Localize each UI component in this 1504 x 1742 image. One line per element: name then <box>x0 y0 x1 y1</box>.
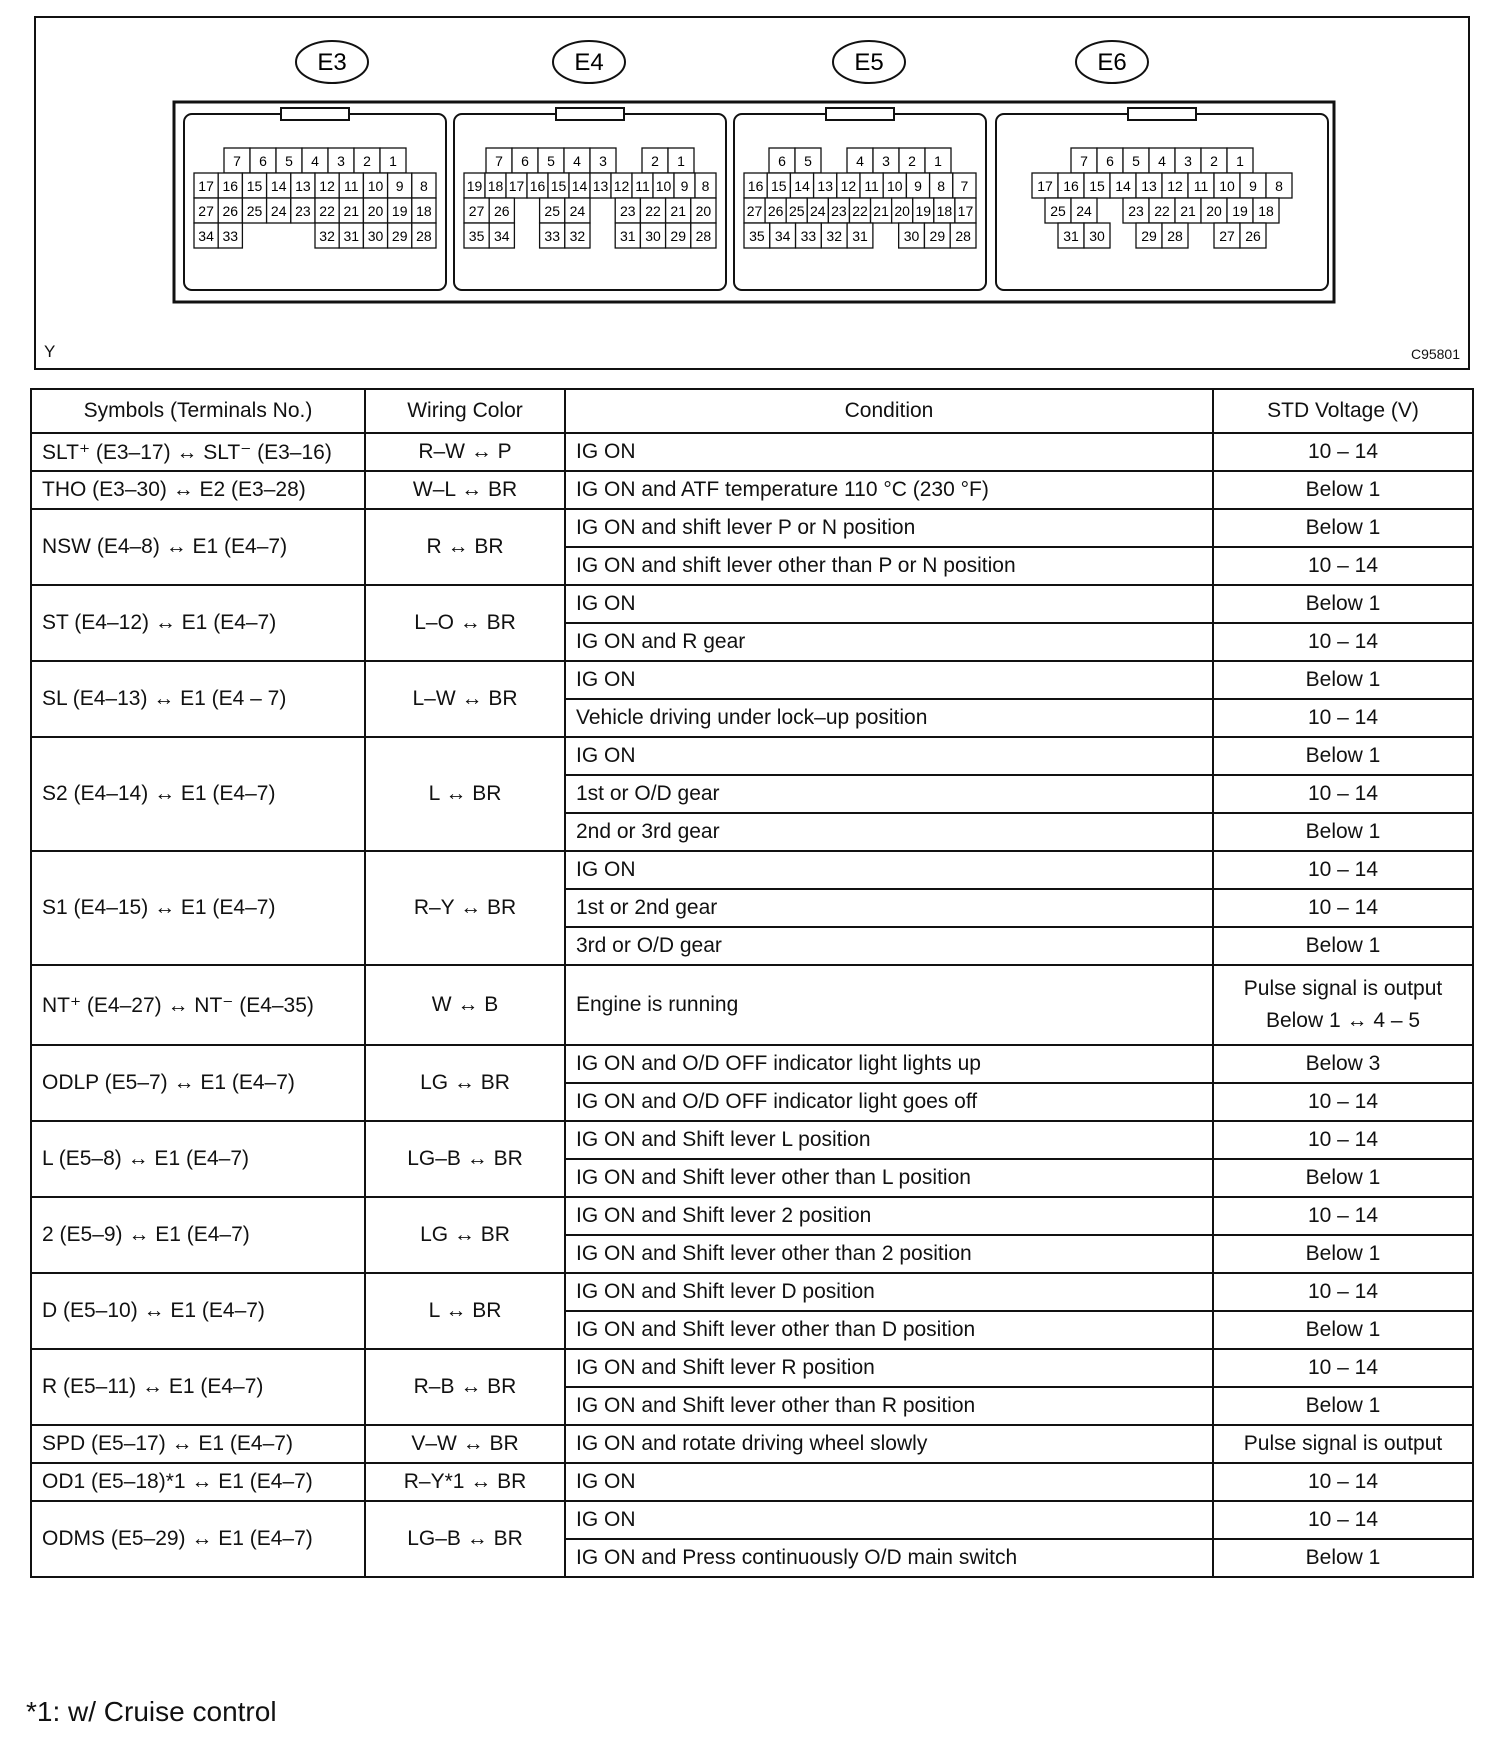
table-row <box>31 1197 1473 1235</box>
std-voltage-cell: Below 1 <box>1213 509 1473 547</box>
pin-number: 3 <box>599 153 607 169</box>
pin-number: 17 <box>508 178 525 194</box>
pin-number: 15 <box>550 178 567 194</box>
wiring-color: L–O ↔ BR <box>365 585 565 661</box>
pin-number: 27 <box>1219 228 1235 244</box>
condition-cell: IG ON <box>565 585 1213 623</box>
table-row <box>31 965 1473 1045</box>
std-voltage-cell: Pulse signal is output <box>1213 1425 1473 1463</box>
pin-number: 32 <box>319 228 335 244</box>
pin-number: 8 <box>701 178 710 194</box>
pin-number: 32 <box>826 228 843 244</box>
std-voltage-cell: 10 – 14 <box>1213 1197 1473 1235</box>
footnote: *1: w/ Cruise control <box>26 1696 277 1727</box>
pin-number: 14 <box>270 178 287 194</box>
pin-number: 14 <box>1115 178 1131 194</box>
table-header-row <box>31 389 1473 433</box>
table-row <box>31 509 1473 547</box>
pin-number: 24 <box>270 203 287 219</box>
pin-number: 4 <box>311 153 319 169</box>
pin-number: 28 <box>416 228 432 244</box>
condition-cell: IG ON <box>565 737 1213 775</box>
pin-number: 31 <box>620 228 636 244</box>
std-voltage-cell: Below 3 <box>1213 1045 1473 1083</box>
connector-latch <box>281 108 349 120</box>
terminal-symbol: 2 (E5–9) ↔ E1 (E4–7) <box>31 1197 365 1273</box>
pin-number: 27 <box>468 203 485 219</box>
std-voltage-cell: 10 – 14 <box>1213 775 1473 813</box>
pin-number: 3 <box>337 153 345 169</box>
condition-cell: IG ON and Shift lever R position <box>565 1349 1213 1387</box>
pin-number: 33 <box>222 228 239 244</box>
pin-number: 34 <box>774 228 791 244</box>
pin-number: 10 <box>655 178 672 194</box>
pin-number: 14 <box>571 178 588 194</box>
pin-number: 4 <box>856 153 864 169</box>
pin-number: 19 <box>915 203 932 219</box>
pin-number: 34 <box>198 228 214 244</box>
std-voltage-cell: Below 1 <box>1213 471 1473 509</box>
std-voltage-cell: 10 – 14 <box>1213 1121 1473 1159</box>
terminal-symbol: THO (E3–30) ↔ E2 (E3–28) <box>31 471 365 509</box>
pin-number: 31 <box>1063 228 1079 244</box>
wiring-color: R–Y*1 ↔ BR <box>365 1463 565 1501</box>
pin-number: 6 <box>1106 153 1114 169</box>
std-voltage-cell: 10 – 14 <box>1213 623 1473 661</box>
std-voltage-cell: Below 1 <box>1213 1539 1473 1577</box>
pin-number: 23 <box>295 203 311 219</box>
pin-number: 5 <box>547 153 555 169</box>
pin-number: 2 <box>363 153 371 169</box>
wiring-color: R–Y ↔ BR <box>365 851 565 965</box>
condition-cell: IG ON and shift lever other than P or N position <box>565 547 1213 585</box>
header-wiring-color: Wiring Color <box>365 389 565 433</box>
pin-number: 32 <box>569 228 586 244</box>
pin-number: 9 <box>914 178 922 194</box>
condition-cell: IG ON <box>565 661 1213 699</box>
connector-latch <box>826 108 894 120</box>
pin-number: 1 <box>1236 153 1244 169</box>
connector-label: E5 <box>854 49 884 76</box>
condition-cell: IG ON and rotate driving wheel slowly <box>565 1425 1213 1463</box>
pin-number: 25 <box>1050 203 1066 219</box>
pin-number: 26 <box>1245 228 1261 244</box>
pin-number: 19 <box>391 203 408 219</box>
pin-number: 31 <box>343 228 360 244</box>
pin-number: 5 <box>1132 153 1140 169</box>
pin-number: 30 <box>1089 228 1105 244</box>
std-voltage-cell: 10 – 14 <box>1213 699 1473 737</box>
pin-number: 34 <box>494 228 510 244</box>
pin-number: 28 <box>955 228 971 244</box>
pin-number: 2 <box>651 153 659 169</box>
terminal-symbol: ST (E4–12) ↔ E1 (E4–7) <box>31 585 365 661</box>
wiring-color: L–W ↔ BR <box>365 661 565 737</box>
pin-number: 26 <box>494 203 510 219</box>
wiring-color: W ↔ B <box>365 965 565 1045</box>
pin-number: 3 <box>1184 153 1192 169</box>
pin-number: 13 <box>817 178 833 194</box>
figure-id: C95801 <box>1410 346 1460 362</box>
pin-number: 8 <box>1275 178 1283 194</box>
std-voltage-cell <box>1213 965 1473 1045</box>
pin-number: 21 <box>873 203 889 219</box>
pin-number: 7 <box>960 178 969 194</box>
std-voltage-cell: 10 – 14 <box>1213 889 1473 927</box>
pin-number: 11 <box>1193 178 1209 194</box>
pin-number: 18 <box>936 203 953 219</box>
pin-number: 11 <box>864 178 879 194</box>
terminal-symbol: SL (E4–13) ↔ E1 (E4 – 7) <box>31 661 365 737</box>
condition-cell: IG ON and Shift lever other than D position <box>565 1311 1213 1349</box>
wiring-color: LG–B ↔ BR <box>365 1501 565 1577</box>
pin-number: 11 <box>635 178 650 194</box>
std-voltage-line: Below 1 ↔ 4 – 5 <box>1265 1009 1421 1032</box>
table-row <box>31 1273 1473 1311</box>
pin-number: 6 <box>521 153 529 169</box>
pin-number: 17 <box>1037 178 1053 194</box>
pin-number: 19 <box>1232 203 1248 219</box>
pin-number: 22 <box>645 203 661 219</box>
pin-number: 17 <box>198 178 214 194</box>
table-row <box>31 661 1473 699</box>
pin-number: 24 <box>810 203 826 219</box>
pin-number: 10 <box>1219 178 1235 194</box>
pin-number: 29 <box>391 228 408 244</box>
pin-number: 8 <box>420 178 428 194</box>
pin-number: 12 <box>319 178 335 194</box>
pin-number: 26 <box>767 203 784 219</box>
pin-number: 22 <box>319 203 335 219</box>
std-voltage-cell: Below 1 <box>1213 1387 1473 1425</box>
connector-label: E3 <box>317 49 347 76</box>
pin-number: 20 <box>695 203 712 219</box>
condition-cell: IG ON <box>565 433 1213 471</box>
connector-label: E4 <box>574 49 604 76</box>
pin-number: 6 <box>259 153 267 169</box>
condition-cell: 3rd or O/D gear <box>565 927 1213 965</box>
pin-number: 9 <box>1249 178 1257 194</box>
pin-number: 2 <box>908 153 916 169</box>
pin-number: 23 <box>1128 203 1144 219</box>
table-row <box>31 1425 1473 1463</box>
terminal-symbol: SPD (E5–17) ↔ E1 (E4–7) <box>31 1425 365 1463</box>
pin-number: 30 <box>645 228 661 244</box>
table-row <box>31 1501 1473 1539</box>
pin-number: 7 <box>1080 153 1088 169</box>
pin-number: 30 <box>903 228 920 244</box>
std-voltage-cell: 10 – 14 <box>1213 547 1473 585</box>
table-row <box>31 1045 1473 1083</box>
pin-number: 14 <box>794 178 810 194</box>
condition-cell: Vehicle driving under lock–up position <box>565 699 1213 737</box>
condition-cell: IG ON and R gear <box>565 623 1213 661</box>
table-row <box>31 471 1473 509</box>
pin-number: 19 <box>466 178 483 194</box>
condition-cell: IG ON and O/D OFF indicator light goes off <box>565 1083 1213 1121</box>
pin-number: 4 <box>573 153 581 169</box>
pin-number: 35 <box>749 228 765 244</box>
terminal-symbol: ODMS (E5–29) ↔ E1 (E4–7) <box>31 1501 365 1577</box>
connector-diagram <box>34 16 1470 370</box>
pin-number: 8 <box>937 178 946 194</box>
pin-number: 4 <box>1158 153 1166 169</box>
pin-number: 23 <box>620 203 636 219</box>
wiring-color: L ↔ BR <box>365 737 565 851</box>
pin-number: 24 <box>1076 203 1092 219</box>
pin-number: 21 <box>670 203 686 219</box>
condition-cell: IG ON and shift lever P or N position <box>565 509 1213 547</box>
pin-number: 13 <box>1141 178 1157 194</box>
pin-number: 23 <box>831 203 847 219</box>
std-voltage-cell: 10 – 14 <box>1213 1273 1473 1311</box>
condition-cell: IG ON and Shift lever other than L position <box>565 1159 1213 1197</box>
pin-number: 6 <box>778 153 786 169</box>
pin-number: 25 <box>246 203 263 219</box>
pin-number: 26 <box>222 203 239 219</box>
table-row <box>31 851 1473 889</box>
pin-number: 24 <box>569 203 586 219</box>
condition-cell: IG ON and ATF temperature 110 °C (230 °F) <box>565 471 1213 509</box>
header-symbols: Symbols (Terminals No.) <box>31 389 365 433</box>
pin-number: 5 <box>804 153 812 169</box>
table-body <box>31 433 1473 1577</box>
pin-number: 2 <box>1210 153 1218 169</box>
connector-latch <box>1128 108 1196 120</box>
pin-number: 30 <box>367 228 384 244</box>
pin-number: 18 <box>487 178 504 194</box>
pin-number: 3 <box>882 153 890 169</box>
pin-number: 11 <box>344 178 359 194</box>
pin-number: 27 <box>746 203 763 219</box>
std-voltage-cell: 10 – 14 <box>1213 1083 1473 1121</box>
table-row <box>31 585 1473 623</box>
pin-number: 7 <box>233 153 241 169</box>
table-row <box>31 433 1473 471</box>
pin-number: 15 <box>1089 178 1105 194</box>
pin-number: 17 <box>957 203 974 219</box>
pin-number: 7 <box>495 153 503 169</box>
pin-number: 10 <box>887 178 903 194</box>
std-voltage-cell: Below 1 <box>1213 661 1473 699</box>
condition-cell: 1st or O/D gear <box>565 775 1213 813</box>
pin-number: 16 <box>529 178 546 194</box>
std-voltage-cell: Below 1 <box>1213 585 1473 623</box>
table-row <box>31 1463 1473 1501</box>
pin-number: 16 <box>1063 178 1079 194</box>
terminal-symbol: OD1 (E5–18)*1 ↔ E1 (E4–7) <box>31 1463 365 1501</box>
terminal-symbol: NSW (E4–8) ↔ E1 (E4–7) <box>31 509 365 585</box>
pin-number: 20 <box>894 203 910 219</box>
wiring-color: L ↔ BR <box>365 1273 565 1349</box>
std-voltage-cell: 10 – 14 <box>1213 1349 1473 1387</box>
pin-number: 29 <box>670 228 686 244</box>
header-std-voltage: STD Voltage (V) <box>1213 389 1473 433</box>
condition-cell: IG ON <box>565 1463 1213 1501</box>
pin-number: 9 <box>680 178 689 194</box>
std-voltage-cell: Below 1 <box>1213 927 1473 965</box>
condition-cell: IG ON and Shift lever other than 2 position <box>565 1235 1213 1273</box>
pin-number: 20 <box>1206 203 1222 219</box>
pin-number: 12 <box>840 178 857 194</box>
std-voltage-line: Pulse signal is output <box>1243 977 1443 1000</box>
pin-number: 22 <box>1154 203 1170 219</box>
pin-number: 20 <box>367 203 384 219</box>
wiring-color: R–W ↔ P <box>365 433 565 471</box>
condition-cell: IG ON and Press continuously O/D main switch <box>565 1539 1213 1577</box>
connector-label: E6 <box>1097 49 1127 76</box>
header-condition: Condition <box>565 389 1213 433</box>
pin-number: 22 <box>852 203 868 219</box>
pin-number: 16 <box>222 178 239 194</box>
std-voltage-cell: 10 – 14 <box>1213 851 1473 889</box>
wiring-color: LG ↔ BR <box>365 1045 565 1121</box>
connector-latch <box>556 108 624 120</box>
pin-number: 28 <box>695 228 712 244</box>
terminal-symbol: R (E5–11) ↔ E1 (E4–7) <box>31 1349 365 1425</box>
wiring-color: W–L ↔ BR <box>365 471 565 509</box>
std-voltage-cell: Below 1 <box>1213 1159 1473 1197</box>
pin-number: 9 <box>395 178 404 194</box>
wiring-color: R–B ↔ BR <box>365 1349 565 1425</box>
condition-cell: 1st or 2nd gear <box>565 889 1213 927</box>
terminal-symbol: L (E5–8) ↔ E1 (E4–7) <box>31 1121 365 1197</box>
table-row <box>31 1121 1473 1159</box>
diagram-corner-label: Y <box>44 342 56 361</box>
pin-number: 12 <box>1167 178 1183 194</box>
std-voltage-cell: 10 – 14 <box>1213 1501 1473 1539</box>
pin-number: 31 <box>852 228 868 244</box>
std-voltage-cell: Below 1 <box>1213 1235 1473 1273</box>
wiring-color: LG–B ↔ BR <box>365 1121 565 1197</box>
pin-number: 1 <box>934 153 942 169</box>
pin-number: 21 <box>343 203 360 219</box>
std-voltage-cell: 10 – 14 <box>1213 1463 1473 1501</box>
pin-number: 25 <box>788 203 805 219</box>
terminal-symbol: NT⁺ (E4–27) ↔ NT⁻ (E4–35) <box>31 965 365 1045</box>
condition-cell: IG ON <box>565 851 1213 889</box>
condition-cell: IG ON and Shift lever D position <box>565 1273 1213 1311</box>
terminal-symbol: SLT⁺ (E3–17) ↔ SLT⁻ (E3–16) <box>31 433 365 471</box>
connector-diagram-svg <box>36 18 1468 368</box>
pin-number: 5 <box>285 153 293 169</box>
table-row <box>31 737 1473 775</box>
terminal-symbol: S1 (E4–15) ↔ E1 (E4–7) <box>31 851 365 965</box>
pin-number: 1 <box>389 153 397 169</box>
pin-number: 10 <box>367 178 384 194</box>
pin-number: 35 <box>468 228 485 244</box>
table-row <box>31 1349 1473 1387</box>
condition-cell: IG ON and Shift lever L position <box>565 1121 1213 1159</box>
condition-cell: IG ON and Shift lever 2 position <box>565 1197 1213 1235</box>
condition-cell: IG ON <box>565 1501 1213 1539</box>
pin-number: 33 <box>544 228 560 244</box>
pin-number: 12 <box>613 178 630 194</box>
pin-number: 28 <box>1167 228 1183 244</box>
wiring-color: V–W ↔ BR <box>365 1425 565 1463</box>
pin-number: 18 <box>416 203 432 219</box>
pin-number: 29 <box>929 228 946 244</box>
std-voltage-cell: 10 – 14 <box>1213 433 1473 471</box>
std-voltage-cell: Below 1 <box>1213 1311 1473 1349</box>
pin-number: 27 <box>198 203 214 219</box>
pin-number: 18 <box>1258 203 1274 219</box>
condition-cell: Engine is running <box>565 965 1213 1045</box>
pin-number: 15 <box>246 178 263 194</box>
condition-cell: IG ON and O/D OFF indicator light lights up <box>565 1045 1213 1083</box>
pin-number: 13 <box>592 178 609 194</box>
terminal-symbol: ODLP (E5–7) ↔ E1 (E4–7) <box>31 1045 365 1121</box>
pin-number: 25 <box>544 203 560 219</box>
terminal-symbol: S2 (E4–14) ↔ E1 (E4–7) <box>31 737 365 851</box>
pin-number: 1 <box>677 153 685 169</box>
std-voltage-cell: Below 1 <box>1213 737 1473 775</box>
pin-number: 21 <box>1180 203 1196 219</box>
condition-cell: 2nd or 3rd gear <box>565 813 1213 851</box>
terminal-symbol: D (E5–10) ↔ E1 (E4–7) <box>31 1273 365 1349</box>
pin-number: 16 <box>747 178 764 194</box>
wiring-color: LG ↔ BR <box>365 1197 565 1273</box>
condition-cell: IG ON and Shift lever other than R position <box>565 1387 1213 1425</box>
wiring-color: R ↔ BR <box>365 509 565 585</box>
terminal-voltage-table <box>30 388 1474 1578</box>
std-voltage-cell: Below 1 <box>1213 813 1473 851</box>
pin-number: 29 <box>1141 228 1157 244</box>
pin-number: 13 <box>295 178 311 194</box>
pin-number: 15 <box>771 178 787 194</box>
pin-number: 33 <box>800 228 817 244</box>
